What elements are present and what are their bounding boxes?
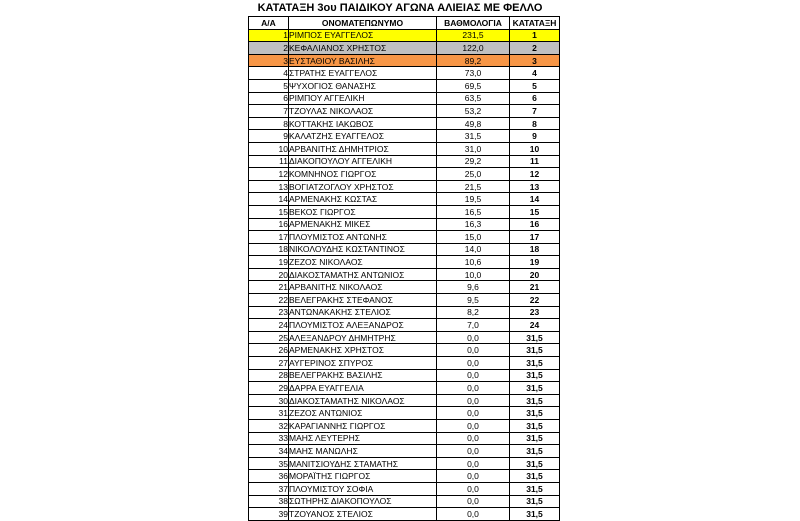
rank-value: 31,5	[510, 357, 560, 370]
table-row	[249, 432, 560, 445]
participant-name: ΒΕΚΟΣ ΓΙΩΡΓΟΣ	[289, 205, 437, 218]
row-number: 23	[249, 306, 289, 319]
rank-value: 5	[510, 79, 560, 92]
rank-value: 24	[510, 319, 560, 332]
score-value: 19,5	[437, 193, 510, 206]
participant-name: ΜΑΗΣ ΛΕΥΤΕΡΗΣ	[289, 432, 437, 445]
row-number: 36	[249, 470, 289, 483]
table-row	[249, 105, 560, 118]
rank-value: 31,5	[510, 344, 560, 357]
participant-name: ΖΕΖΟΣ ΝΙΚΟΛΑΟΣ	[289, 256, 437, 269]
column-header-rank: ΚΑΤΑΤΑΞΗ	[510, 17, 560, 30]
table-row	[249, 482, 560, 495]
score-value: 0,0	[437, 407, 510, 420]
row-number: 28	[249, 369, 289, 382]
participant-name: ΜΟΡΑΪΤΗΣ ΓΙΩΡΓΟΣ	[289, 470, 437, 483]
row-number: 22	[249, 294, 289, 307]
row-number: 29	[249, 382, 289, 395]
table-row	[249, 168, 560, 181]
table-row	[249, 42, 560, 55]
row-number: 8	[249, 117, 289, 130]
score-value: 0,0	[437, 495, 510, 508]
participant-name: ΜΑΗΣ ΜΑΝΩΛΗΣ	[289, 445, 437, 458]
row-number: 3	[249, 54, 289, 67]
rank-value: 19	[510, 256, 560, 269]
rank-value: 31,5	[510, 482, 560, 495]
score-value: 31,5	[437, 130, 510, 143]
score-value: 231,5	[437, 29, 510, 42]
table-row	[249, 54, 560, 67]
participant-name: ΒΕΛΕΓΡΑΚΗΣ ΒΑΣΙΛΗΣ	[289, 369, 437, 382]
participant-name: ΑΡΒΑΝΙΤΗΣ ΝΙΚΟΛΑΟΣ	[289, 281, 437, 294]
rank-value: 31,5	[510, 470, 560, 483]
row-number: 15	[249, 205, 289, 218]
score-value: 122,0	[437, 42, 510, 55]
rank-value: 18	[510, 243, 560, 256]
rank-value: 2	[510, 42, 560, 55]
row-number: 24	[249, 319, 289, 332]
score-value: 0,0	[437, 344, 510, 357]
score-value: 16,5	[437, 205, 510, 218]
participant-name: ΣΩΤΗΡΗΣ ΔΙΑΚΟΠΟΥΛΟΣ	[289, 495, 437, 508]
table-row	[249, 357, 560, 370]
results-body	[249, 29, 560, 520]
participant-name: ΒΟΓΙΑΤΖΟΓΛΟΥ ΧΡΗΣΤΟΣ	[289, 180, 437, 193]
score-value: 15,0	[437, 231, 510, 244]
rank-value: 14	[510, 193, 560, 206]
participant-name: ΤΖΟΥΛΑΣ ΝΙΚΟΛΑΟΣ	[289, 105, 437, 118]
participant-name: ΠΛΟΥΜΙΣΤΟΥ ΣΟΦΙΑ	[289, 482, 437, 495]
row-number: 26	[249, 344, 289, 357]
row-number: 21	[249, 281, 289, 294]
rank-value: 4	[510, 67, 560, 80]
participant-name: ΔΙΑΚΟΠΟΥΛΟΥ ΑΓΓΕΛΙΚΗ	[289, 155, 437, 168]
table-row	[249, 205, 560, 218]
score-value: 69,5	[437, 79, 510, 92]
score-value: 0,0	[437, 445, 510, 458]
table-row	[249, 79, 560, 92]
score-value: 7,0	[437, 319, 510, 332]
participant-name: ΑΡΜΕΝΑΚΗΣ ΜΙΚΕΣ	[289, 218, 437, 231]
participant-name: ΚΕΦΑΛΙΑΝΟΣ ΧΡΗΣΤΟΣ	[289, 42, 437, 55]
score-value: 9,6	[437, 281, 510, 294]
score-value: 31,0	[437, 142, 510, 155]
participant-name: ΑΝΤΩΝΑΚΑΚΗΣ ΣΤΕΛΙΟΣ	[289, 306, 437, 319]
rank-value: 3	[510, 54, 560, 67]
participant-name: ΑΡΜΕΝΑΚΗΣ ΚΩΣΤΑΣ	[289, 193, 437, 206]
row-number: 4	[249, 67, 289, 80]
row-number: 34	[249, 445, 289, 458]
row-number: 31	[249, 407, 289, 420]
table-row	[249, 92, 560, 105]
row-number: 35	[249, 457, 289, 470]
table-row	[249, 470, 560, 483]
table-row	[249, 142, 560, 155]
rank-value: 31,5	[510, 508, 560, 521]
row-number: 9	[249, 130, 289, 143]
table-row	[249, 344, 560, 357]
score-value: 21,5	[437, 180, 510, 193]
score-value: 0,0	[437, 357, 510, 370]
table-row	[249, 394, 560, 407]
participant-name: ΔΙΑΚΟΣΤΑΜΑΤΗΣ ΑΝΤΩΝΙΟΣ	[289, 268, 437, 281]
rank-value: 22	[510, 294, 560, 307]
score-value: 0,0	[437, 508, 510, 521]
score-value: 89,2	[437, 54, 510, 67]
row-number: 16	[249, 218, 289, 231]
rank-value: 10	[510, 142, 560, 155]
rank-value: 31,5	[510, 432, 560, 445]
rank-value: 31,5	[510, 495, 560, 508]
participant-name: ΣΤΡΑΤΗΣ ΕΥΑΓΓΕΛΟΣ	[289, 67, 437, 80]
row-number: 17	[249, 231, 289, 244]
participant-name: ΨΥΧΟΓΙΟΣ ΘΑΝΑΣΗΣ	[289, 79, 437, 92]
participant-name: ΚΟΜΝΗΝΟΣ ΓΙΩΡΓΟΣ	[289, 168, 437, 181]
table-row	[249, 382, 560, 395]
participant-name: ΚΑΛΑΤΖΗΣ ΕΥΑΓΓΕΛΟΣ	[289, 130, 437, 143]
participant-name: ΔΙΑΚΟΣΤΑΜΑΤΗΣ ΝΙΚΟΛΑΟΣ	[289, 394, 437, 407]
results-table	[248, 16, 560, 521]
score-value: 63,5	[437, 92, 510, 105]
participant-name: ΑΡΒΑΝΙΤΗΣ ΔΗΜΗΤΡΙΟΣ	[289, 142, 437, 155]
table-row	[249, 420, 560, 433]
participant-name: ΠΛΟΥΜΙΣΤΟΣ ΑΛΕΞΑΝΔΡΟΣ	[289, 319, 437, 332]
table-row	[249, 369, 560, 382]
rank-value: 1	[510, 29, 560, 42]
table-row	[249, 155, 560, 168]
score-value: 29,2	[437, 155, 510, 168]
rank-value: 15	[510, 205, 560, 218]
participant-name: ΚΑΡΑΓΙΑΝΝΗΣ ΓΙΩΡΓΟΣ	[289, 420, 437, 433]
table-row	[249, 117, 560, 130]
table-row	[249, 231, 560, 244]
rank-value: 6	[510, 92, 560, 105]
row-number: 6	[249, 92, 289, 105]
row-number: 20	[249, 268, 289, 281]
row-number: 12	[249, 168, 289, 181]
score-value: 14,0	[437, 243, 510, 256]
row-number: 25	[249, 331, 289, 344]
table-row	[249, 218, 560, 231]
page-title: ΚΑΤΑΤΑΞΗ 3ου ΠΑΙΔΙΚΟΥ ΑΓΩΝΑ ΑΛΙΕΙΑΣ ΜΕ ΦΕΛΛΟ	[257, 2, 543, 14]
table-row	[249, 268, 560, 281]
rank-value: 13	[510, 180, 560, 193]
header-row	[249, 17, 560, 30]
score-value: 0,0	[437, 457, 510, 470]
row-number: 18	[249, 243, 289, 256]
rank-value: 31,5	[510, 457, 560, 470]
row-number: 27	[249, 357, 289, 370]
score-value: 0,0	[437, 369, 510, 382]
rank-value: 23	[510, 306, 560, 319]
row-number: 5	[249, 79, 289, 92]
row-number: 38	[249, 495, 289, 508]
score-value: 10,6	[437, 256, 510, 269]
score-value: 0,0	[437, 482, 510, 495]
rank-value: 31,5	[510, 331, 560, 344]
participant-name: ΚΟΤΤΑΚΗΣ ΙΑΚΩΒΟΣ	[289, 117, 437, 130]
column-header-name: ΟΝΟΜΑΤΕΠΩΝΥΜΟ	[289, 17, 437, 30]
participant-name: ΑΛΕΞΑΝΔΡΟΥ ΔΗΜΗΤΡΗΣ	[289, 331, 437, 344]
rank-value: 11	[510, 155, 560, 168]
row-number: 11	[249, 155, 289, 168]
rank-value: 9	[510, 130, 560, 143]
participant-name: ΑΥΓΕΡΙΝΟΣ ΣΠΥΡΟΣ	[289, 357, 437, 370]
score-value: 8,2	[437, 306, 510, 319]
score-value: 53,2	[437, 105, 510, 118]
table-row	[249, 294, 560, 307]
table-row	[249, 180, 560, 193]
rank-value: 31,5	[510, 369, 560, 382]
score-value: 9,5	[437, 294, 510, 307]
row-number: 30	[249, 394, 289, 407]
row-number: 32	[249, 420, 289, 433]
column-header-number: Α/Α	[249, 17, 289, 30]
score-value: 16,3	[437, 218, 510, 231]
table-row	[249, 319, 560, 332]
table-row	[249, 281, 560, 294]
participant-name: ΜΑΝΙΤΣΙΟΥΔΗΣ ΣΤΑΜΑΤΗΣ	[289, 457, 437, 470]
table-row	[249, 331, 560, 344]
row-number: 2	[249, 42, 289, 55]
rank-value: 31,5	[510, 420, 560, 433]
rank-value: 8	[510, 117, 560, 130]
score-value: 49,8	[437, 117, 510, 130]
participant-name: ΡΙΜΠΟΥ ΑΓΓΕΛΙΚΗ	[289, 92, 437, 105]
rank-value: 21	[510, 281, 560, 294]
participant-name: ΔΑΡΡΑ ΕΥΑΓΓΕΛΙΑ	[289, 382, 437, 395]
rank-value: 16	[510, 218, 560, 231]
score-value: 10,0	[437, 268, 510, 281]
table-row	[249, 29, 560, 42]
table-row	[249, 67, 560, 80]
row-number: 13	[249, 180, 289, 193]
rank-value: 17	[510, 231, 560, 244]
participant-name: ΝΙΚΟΛΟΥΔΗΣ ΚΩΣΤΑΝΤΙΝΟΣ	[289, 243, 437, 256]
participant-name: ΤΖΟΥΑΝΟΣ ΣΤΕΛΙΟΣ	[289, 508, 437, 521]
participant-name: ΑΡΜΕΝΑΚΗΣ ΧΡΗΣΤΟΣ	[289, 344, 437, 357]
score-value: 25,0	[437, 168, 510, 181]
row-number: 37	[249, 482, 289, 495]
table-row	[249, 407, 560, 420]
row-number: 10	[249, 142, 289, 155]
column-header-score: ΒΑΘΜΟΛΟΓΙΑ	[437, 17, 510, 30]
row-number: 39	[249, 508, 289, 521]
score-value: 0,0	[437, 420, 510, 433]
table-row	[249, 130, 560, 143]
row-number: 7	[249, 105, 289, 118]
score-value: 0,0	[437, 470, 510, 483]
participant-name: ΠΛΟΥΜΙΣΤΟΣ ΑΝΤΩΝΗΣ	[289, 231, 437, 244]
score-value: 0,0	[437, 432, 510, 445]
participant-name: ΖΕΖΟΣ ΑΝΤΩΝΙΟΣ	[289, 407, 437, 420]
score-value: 73,0	[437, 67, 510, 80]
row-number: 1	[249, 29, 289, 42]
row-number: 33	[249, 432, 289, 445]
rank-value: 31,5	[510, 394, 560, 407]
rank-value: 7	[510, 105, 560, 118]
table-row	[249, 243, 560, 256]
row-number: 19	[249, 256, 289, 269]
table-row	[249, 256, 560, 269]
score-value: 0,0	[437, 331, 510, 344]
row-number: 14	[249, 193, 289, 206]
table-row	[249, 193, 560, 206]
score-value: 0,0	[437, 394, 510, 407]
table-row	[249, 445, 560, 458]
participant-name: ΕΥΣΤΑΘΙΟΥ ΒΑΣΙΛΗΣ	[289, 54, 437, 67]
rank-value: 12	[510, 168, 560, 181]
rank-value: 31,5	[510, 382, 560, 395]
table-row	[249, 495, 560, 508]
table-row	[249, 306, 560, 319]
table-row	[249, 457, 560, 470]
rank-value: 20	[510, 268, 560, 281]
participant-name: ΡΙΜΠΟΣ ΕΥΑΓΓΕΛΟΣ	[289, 29, 437, 42]
score-value: 0,0	[437, 382, 510, 395]
rank-value: 31,5	[510, 445, 560, 458]
rank-value: 31,5	[510, 407, 560, 420]
table-row	[249, 508, 560, 521]
participant-name: ΒΕΛΕΓΡΑΚΗΣ ΣΤΕΦΑΝΟΣ	[289, 294, 437, 307]
